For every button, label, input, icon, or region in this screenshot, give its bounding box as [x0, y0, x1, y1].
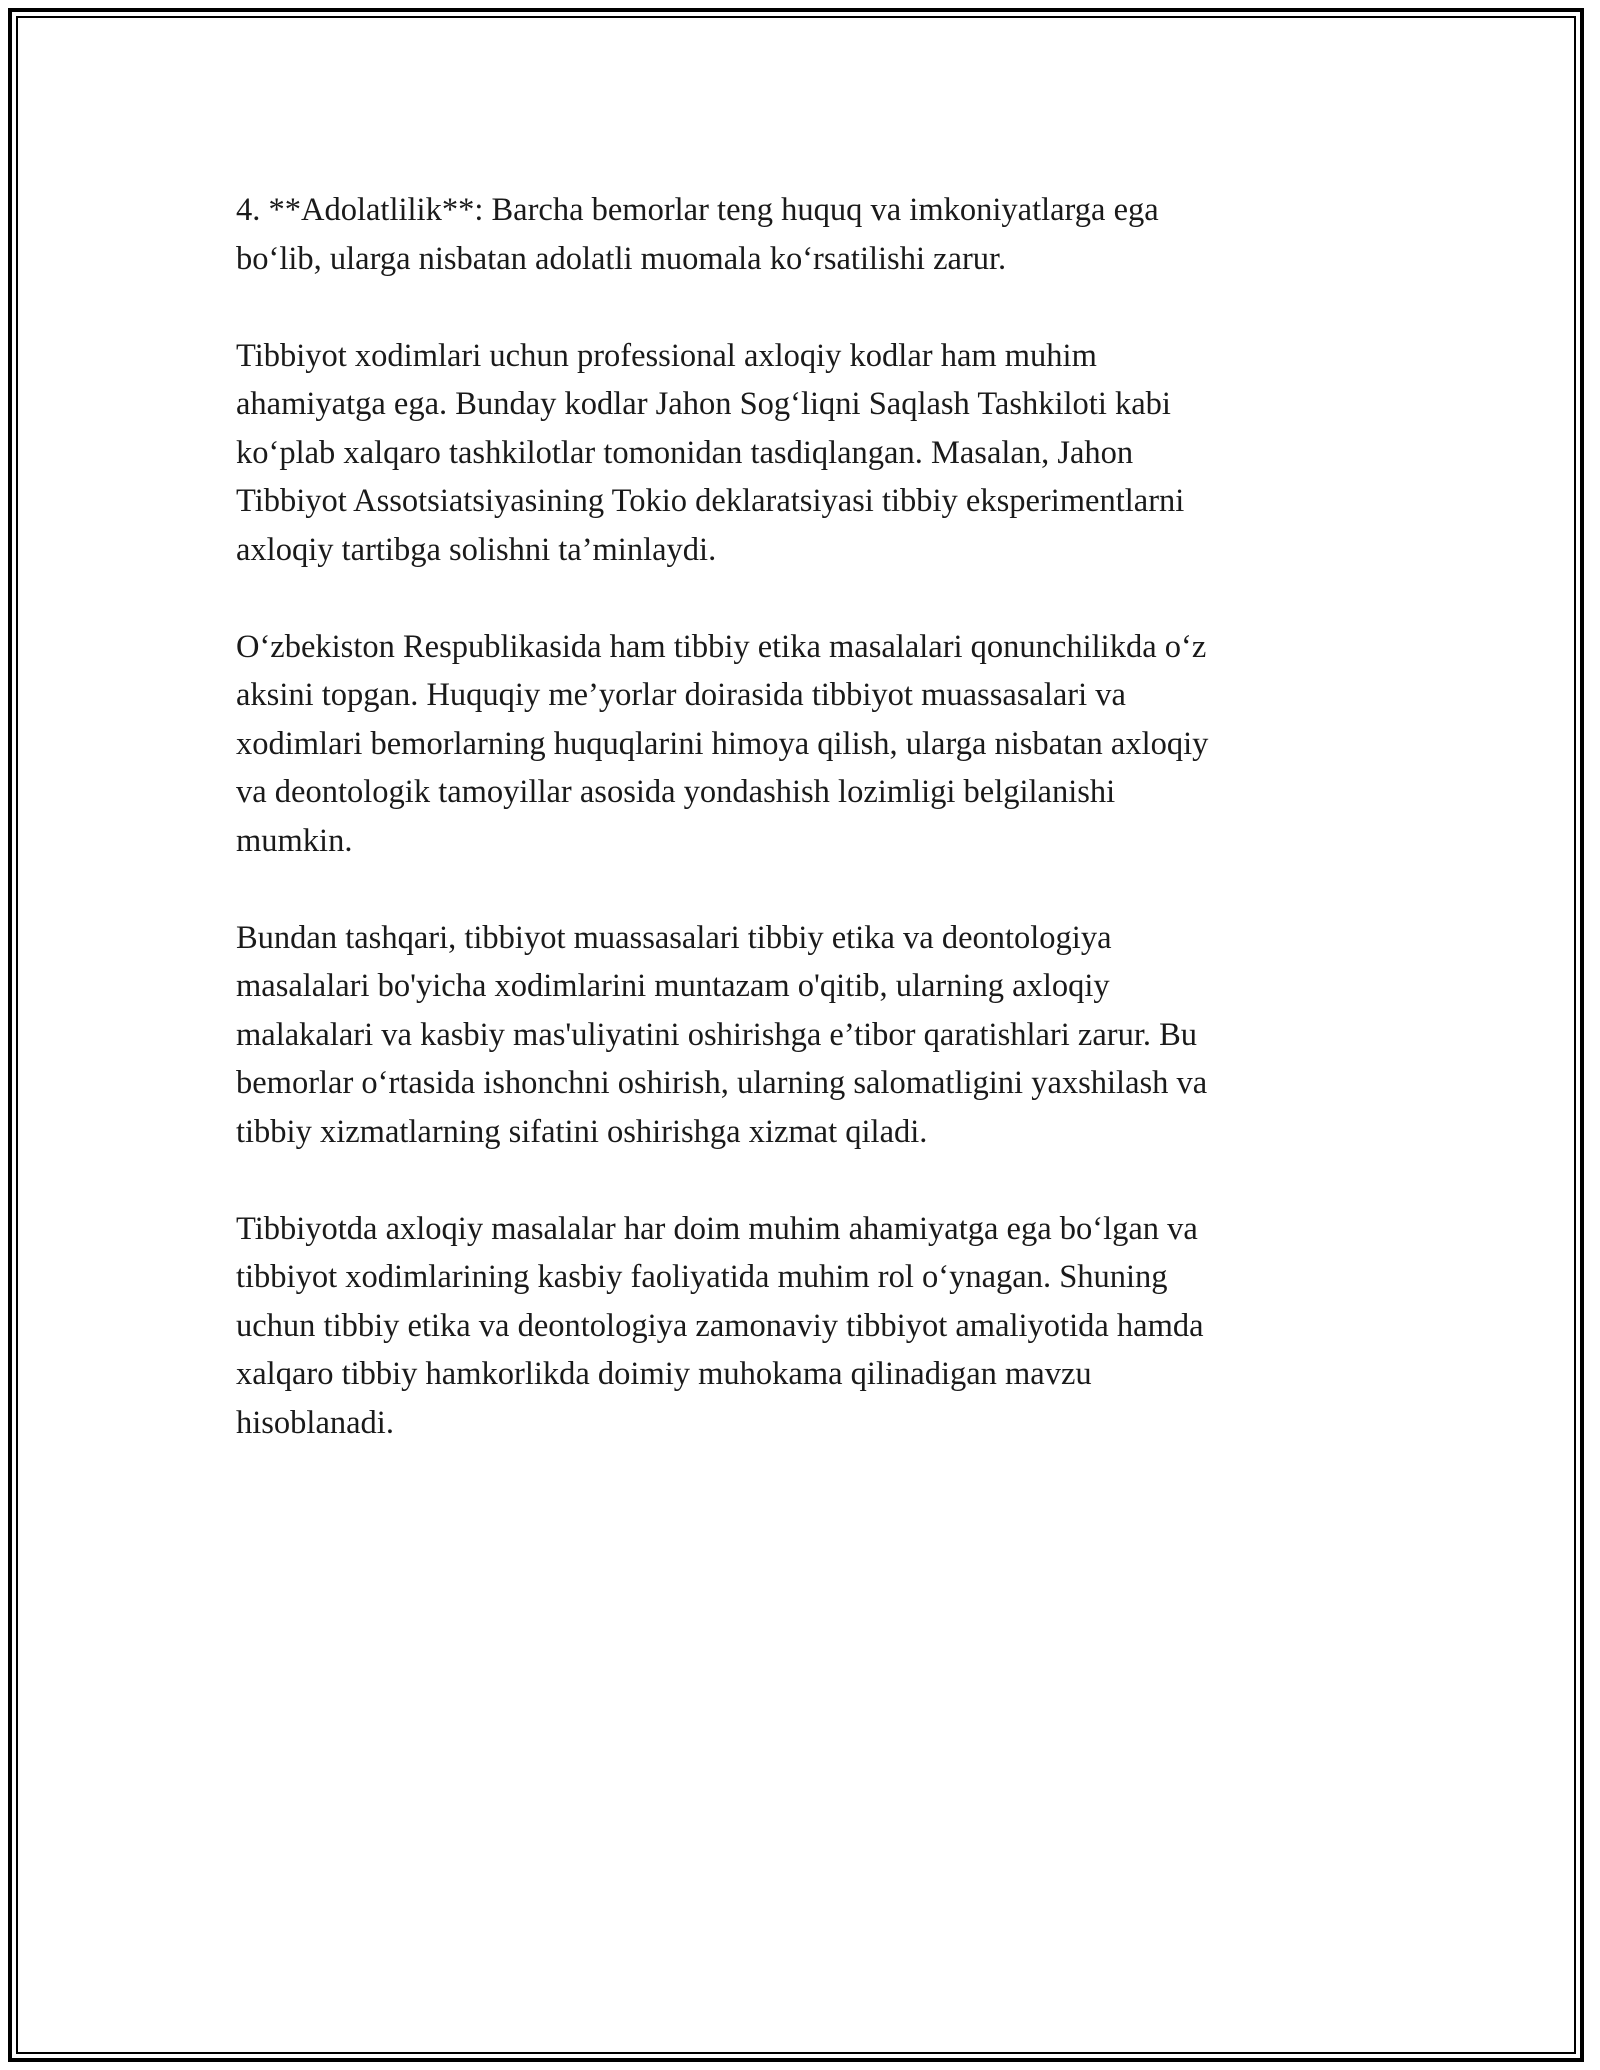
text-line: mumkin.: [236, 822, 353, 859]
text-line: xodimlari bemorlarning huquqlarini himoya qilish, ularga nisbatan axloqiy: [236, 725, 1209, 762]
text-line: uchun tibbiy etika va deontologiya zamonaviy tibbiyot amaliyotida hamda: [236, 1307, 1204, 1344]
paragraph-staff-training: [236, 914, 1376, 1157]
document-body: [236, 186, 1376, 1496]
paragraph-fairness: [236, 186, 1376, 283]
text-line: hisoblanadi.: [236, 1404, 394, 1441]
paragraph-uzbekistan-law: [236, 623, 1376, 866]
text-line: xalqaro tibbiy hamkorlikda doimiy muhokama qilinadigan mavzu: [236, 1356, 1092, 1392]
text-line: tibbiyot xodimlarining kasbiy faoliyatida muhim rol o‘ynagan. Shuning: [236, 1259, 1168, 1295]
text-line: tibbiy xizmatlarning sifatini oshirishga xizmat qiladi.: [236, 1113, 928, 1150]
text-line: ahamiyatga ega. Bunday kodlar Jahon Sog‘liqni Saqlash Tashkiloti kabi: [236, 386, 1171, 422]
text-line: va deontologik tamoyillar asosida yondashish lozimligi belgilanishi: [236, 774, 1116, 810]
text-line: Tibbiyot Assotsiatsiyasining Tokio deklaratsiyasi tibbiy eksperimentlarni: [236, 483, 1185, 519]
text-line: O‘zbekiston Respublikasida ham tibbiy etika masalalari qonunchilikda o‘z: [236, 628, 1207, 665]
text-line: masalalari bo'yicha xodimlarini muntazam o'qitib, ularning axloqiy: [236, 968, 1110, 1004]
text-line: ko‘plab xalqaro tashkilotlar tomonidan tasdiqlangan. Masalan, Jahon: [236, 434, 1134, 471]
paragraph-conclusion: [236, 1205, 1376, 1448]
paragraph-ethical-codes: [236, 332, 1376, 575]
text-line: malakalari va kasbiy mas'uliyatini oshirishga e’tibor qaratishlari zarur. Bu: [236, 1016, 1198, 1053]
text-line: bo‘lib, ularga nisbatan adolatli muomala ko‘rsatilishi zarur.: [236, 240, 1007, 277]
text-line: aksini topgan. Huquqiy me’yorlar doirasida tibbiyot muassasalari va: [236, 677, 1126, 713]
text-line: Tibbiyot xodimlari uchun professional axloqiy kodlar ham muhim: [236, 337, 1097, 374]
text-line: 4. **Adolatlilik**: Barcha bemorlar teng huquq va imkoniyatlarga ega: [236, 192, 1159, 228]
text-line: axloqiy tartibga solishni ta’minlaydi.: [236, 531, 717, 568]
text-line: Bundan tashqari, tibbiyot muassasalari tibbiy etika va deontologiya: [236, 919, 1112, 956]
text-line: Tibbiyotda axloqiy masalalar har doim muhim ahamiyatga ega bo‘lgan va: [236, 1210, 1198, 1247]
text-line: bemorlar o‘rtasida ishonchni oshirish, ularning salomatligini yaxshilash va: [236, 1065, 1208, 1101]
